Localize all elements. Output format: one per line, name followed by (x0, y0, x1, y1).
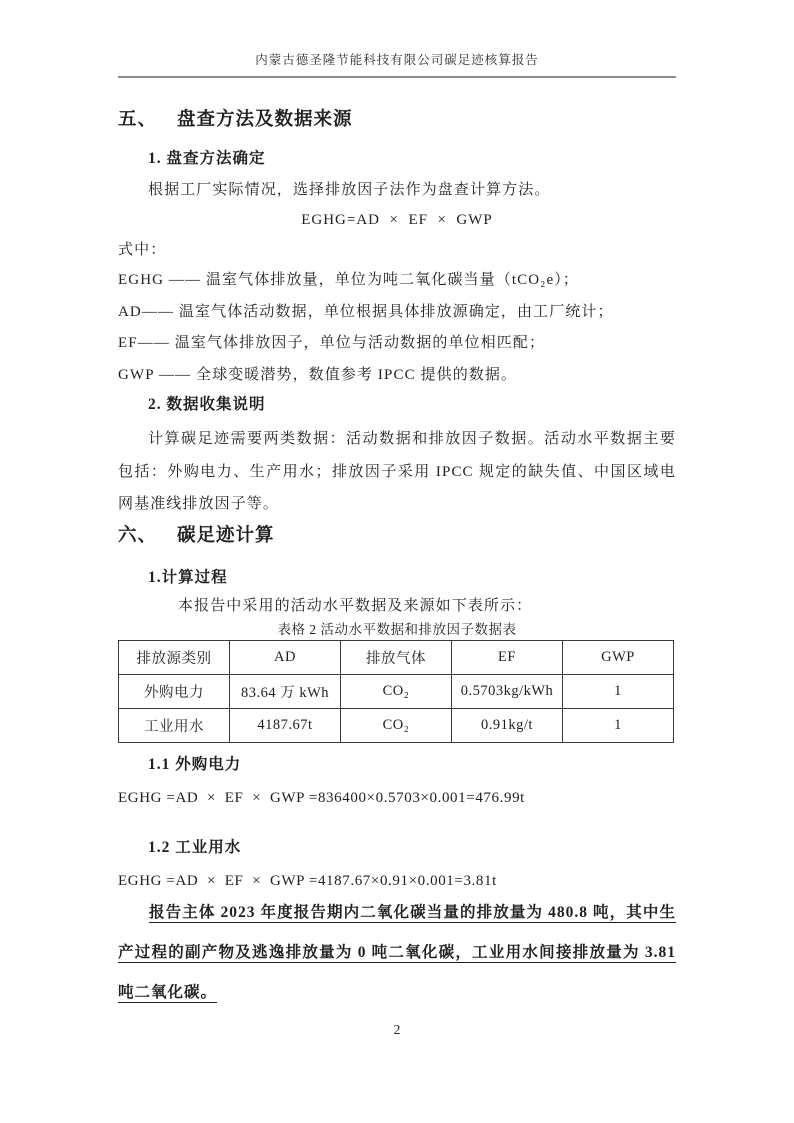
cell-ad: 4187.67t (230, 708, 341, 742)
running-header-title: 内蒙古德圣隆节能科技有限公司碳足迹核算报告 (255, 53, 539, 67)
electricity-calculation: EGHG =AD × EF × GWP =836400×0.5703×0.001=476.99t (118, 789, 525, 806)
water-subheading: 1.2 工业用水 (148, 838, 242, 856)
definition-eghg: EGHG —— 温室气体排放量，单位为吨二氧化碳当量（tCO₂e）； (118, 272, 579, 288)
table-intro: 本报告中采用的活动水平数据及来源如下表所示： (178, 597, 533, 614)
formula-lead: 式中： (118, 242, 167, 258)
col-header-ef: EF (452, 640, 563, 674)
page-content (118, 0, 676, 1013)
cell-source: 工业用水 (119, 708, 230, 742)
col-header-gas: 排放气体 (341, 640, 452, 674)
cell-gas: CO₂ (341, 674, 452, 708)
cell-gwp: 1 (563, 674, 674, 708)
water-calculation: EGHG =AD × EF × GWP =4187.67×0.91×0.001=3.81t (118, 872, 497, 889)
running-header (118, 0, 676, 78)
section-6-heading (118, 524, 676, 549)
definition-gwp: GWP —— 全球变暖潜势，数值参考 IPCC 提供的数据。 (118, 366, 518, 383)
col-header-gwp: GWP (563, 640, 674, 674)
table-row-electricity (119, 674, 674, 708)
col-header-ad: AD (230, 640, 341, 674)
section-5-heading (118, 108, 676, 133)
method-paragraph: 根据工厂实际情况，选择排放因子法作为盘查计算方法。 (148, 182, 551, 198)
method-subheading: 1. 盘查方法确定 (148, 150, 266, 167)
electricity-subheading: 1.1 外购电力 (148, 755, 242, 773)
cell-source: 外购电力 (119, 674, 230, 708)
data-collection-subheading: 2. 数据收集说明 (148, 396, 266, 413)
ghg-formula: EGHG=AD × EF × GWP (301, 212, 493, 228)
process-subheading: 1.计算过程 (148, 568, 228, 586)
section-5-title: 盘查方法及数据来源 (177, 110, 353, 130)
section-6-title: 碳足迹计算 (177, 525, 275, 546)
activity-data-table (118, 640, 674, 743)
page-number: 2 (393, 1022, 401, 1037)
col-header-source: 排放源类别 (119, 640, 230, 674)
cell-gas: CO₂ (341, 708, 452, 742)
cell-ef: 0.5703kg/kWh (452, 674, 563, 708)
cell-gwp: 1 (563, 708, 674, 742)
data-collection-paragraph: 计算碳足迹需要两类数据：活动数据和排放因子数据。活动水平数据主要包括：外购电力、生产用水；排放因子采用 IPCC 规定的缺失值、中国区域电网基准线排放因子等。 (118, 431, 676, 512)
conclusion-paragraph: 报告主体 2023 年度报告期内二氧化碳当量的排放量为 480.8 吨，其中生产过程的副产物及逃逸排放量为 0 吨二氧化碳，工业用水间接排放量为 3.81 吨二氧化碳。 (118, 903, 676, 1001)
table-row-water (119, 708, 674, 742)
section-6-number: 六、 (118, 525, 158, 546)
cell-ef: 0.91kg/t (452, 708, 563, 742)
section-5-number: 五、 (118, 110, 158, 130)
definition-ef: EF—— 温室气体排放因子，单位与活动数据的单位相匹配； (118, 335, 546, 351)
definition-ad: AD—— 温室气体活动数据，单位根据具体排放源确定，由工厂统计； (118, 303, 614, 320)
table-header-row (119, 640, 674, 674)
cell-ad: 83.64 万 kWh (230, 674, 341, 708)
table-caption: 表格 2 活动水平数据和排放因子数据表 (277, 621, 517, 637)
